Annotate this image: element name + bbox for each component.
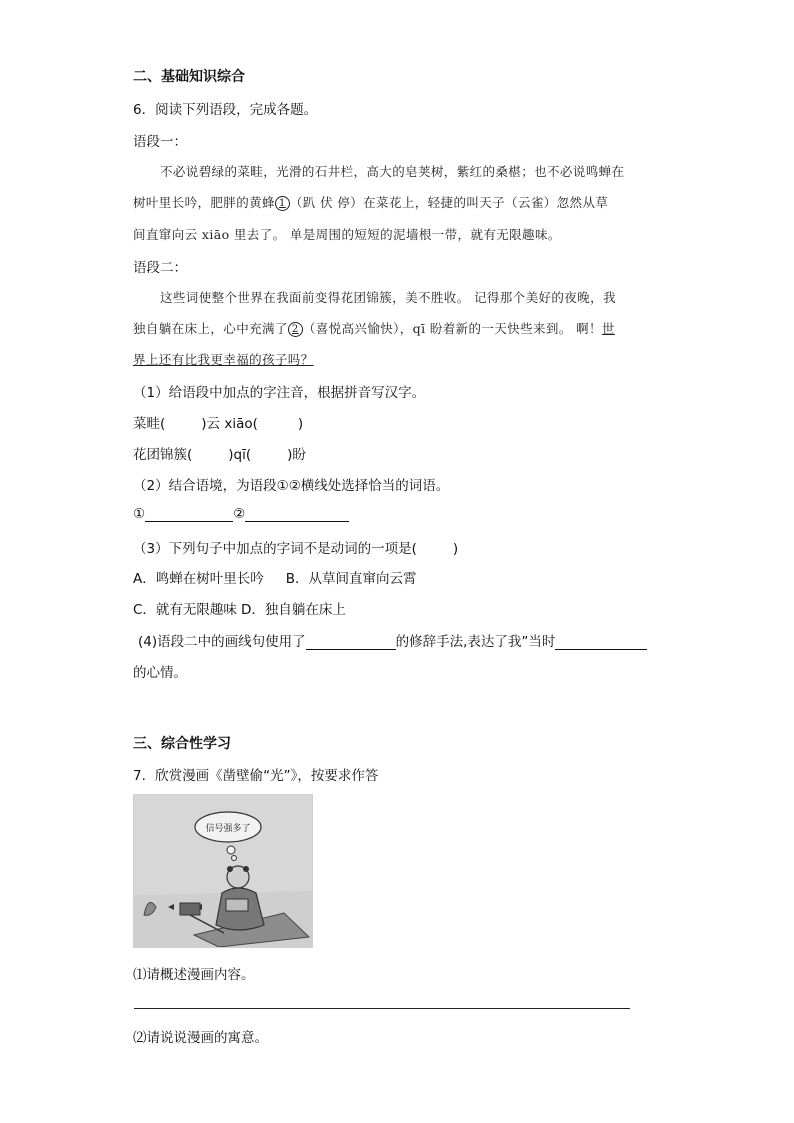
subquestion-2: （2）结合语境，为语段①②横线处选择恰当的词语。 <box>133 478 450 494</box>
section-heading-3: 三、综合性学习 <box>133 736 231 752</box>
options-row-1 <box>133 567 417 587</box>
blank-marker-1: 1 <box>275 196 290 211</box>
answer-label-2: ② <box>233 506 246 522</box>
passage-2-line-1: 这些词使整个世界在我面前变得花团锦簇，美不胜收。 记得那个美好的夜晚，我 <box>160 290 616 305</box>
subquestion-4-part-b: 的修辞手法,表达了我”当时 <box>395 634 556 650</box>
question-6: 6．阅读下列语段，完成各题。 <box>133 102 318 118</box>
subquestion-1-row-b <box>133 443 306 463</box>
question-7: 7．欣赏漫画《凿壁偷“光”》，按要求作答 <box>133 768 379 784</box>
passage-2-label: 语段二： <box>133 260 187 276</box>
passage-1-line-2-a: 树叶里长吟，肥胖的黄蜂 <box>133 195 275 210</box>
paren-close: ) <box>297 416 304 432</box>
blank-marker-2: 2 <box>288 322 303 337</box>
option-d[interactable]: D．独自躺在床上 <box>240 602 346 618</box>
subquestion-1: （1）给语段中加点的字注音，根据拼音写汉字。 <box>133 385 426 401</box>
option-a[interactable]: A．鸣蝉在树叶里长吟 <box>133 571 264 587</box>
answer-label-1: ① <box>133 506 146 522</box>
subquestion-7-2: ⑵请说说漫画的寓意。 <box>133 1030 268 1046</box>
passage-1-line-1: 不必说碧绿的菜畦，光滑的石井栏，高大的皂荚树，紫红的桑椹；也不必说鸣蝉在 <box>160 164 625 179</box>
option-c[interactable]: C．就有无限趣味 <box>133 602 237 618</box>
subquestion-1-row-a <box>133 412 303 432</box>
comic-drawing <box>134 795 312 947</box>
subquestion-3 <box>133 537 458 557</box>
subquestion-2-blanks <box>133 506 349 522</box>
passage-1-line-3: 间直窜向云 xiāo 里去了。 单是周围的短短的泥墙根一带，就有无限趣味。 <box>133 227 561 242</box>
answer-line-7-1[interactable] <box>134 1008 630 1009</box>
pinyin-item-jincu: 花团锦簇( <box>133 447 193 463</box>
underlined-sentence: 界上还有比我更幸福的孩子吗？ <box>133 352 314 367</box>
answer-blank-2[interactable] <box>245 507 349 522</box>
answer-blank-feeling[interactable] <box>555 635 647 650</box>
options-row-2 <box>133 598 346 618</box>
passage-2-line-2-b: （喜悦高兴愉快），qī 盼着新的一天快些来到。 啊！ <box>302 321 602 336</box>
pinyin-item-pan: )盼 <box>287 447 306 463</box>
subquestion-4-end: 的心情。 <box>133 665 187 681</box>
passage-1-line-2-b: （趴 伏 停）在菜花上，轻捷的叫天子（云雀）忽然从草 <box>289 195 609 210</box>
underlined-sentence-start: 世 <box>601 321 615 336</box>
comic-image <box>133 794 313 948</box>
section-heading-2: 二、基础知识综合 <box>133 69 245 85</box>
answer-blank-rhetoric[interactable] <box>306 635 396 650</box>
passage-1-label: 语段一： <box>133 134 187 150</box>
passage-2-line-2-a: 独自躺在床上，心中充满了 <box>133 321 288 336</box>
subquestion-4 <box>138 630 647 650</box>
pinyin-item-qi: )qī( <box>228 447 252 463</box>
subquestion-7-1: ⑴请概述漫画内容。 <box>133 967 255 983</box>
pinyin-item-caiqi: 菜畦( <box>133 416 166 432</box>
comic-bubble-text: 信号强多了 <box>205 824 251 834</box>
subquestion-4-part-a: (4)语段二中的画线句使用了 <box>138 634 306 650</box>
answer-blank-1[interactable] <box>145 507 233 522</box>
passage-1-line-2 <box>133 193 608 211</box>
pinyin-item-yunxiao: )云 xiāo( <box>201 416 258 432</box>
option-b[interactable]: B．从草间直窜向云霄 <box>285 571 417 587</box>
paren-close: ) <box>452 541 459 557</box>
subquestion-3-text: （3）下列句子中加点的字词不是动词的一项是( <box>133 541 417 557</box>
passage-2-line-2 <box>133 319 615 337</box>
